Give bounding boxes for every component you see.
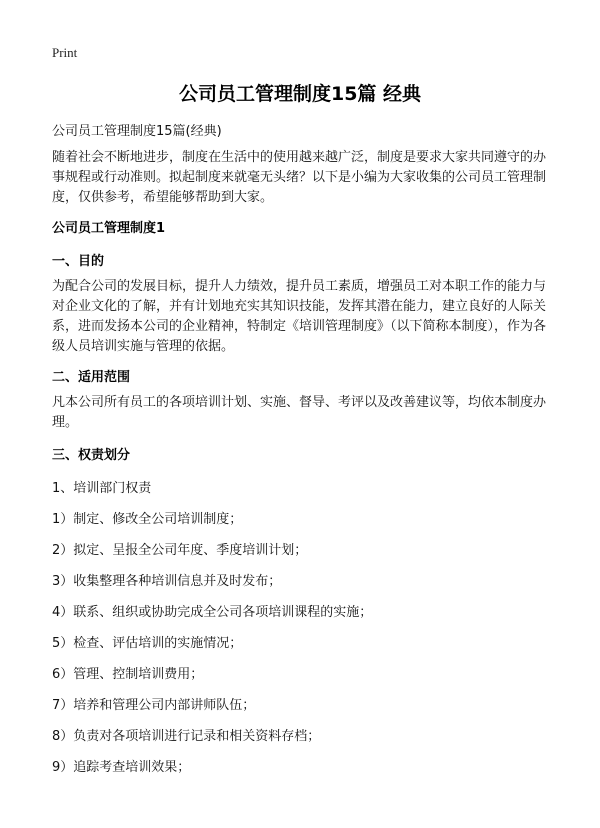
list-item: 1）制定、修改全公司培训制度；: [52, 512, 243, 527]
document-subtitle: 公司员工管理制度15篇(经典): [52, 124, 222, 139]
list-item: 9）追踪考查培训效果；: [52, 760, 191, 775]
print-label: Print: [52, 45, 78, 60]
part1-heading: 一、目的: [52, 254, 105, 269]
intro-paragraph: 随着社会不断地进步，制度在生活中的使用越来越广泛，制度是要求大家共同遵守的办事规程或行动准则。拟起制度来就毫无头绪？以下是小编为大家收集的公司员工管理制度，仅供参考，希望能够帮助到大家。: [52, 150, 547, 205]
list-item: 2）拟定、呈报全公司年度、季度培训计划；: [52, 543, 308, 558]
list-item: 3）收集整理各种培训信息并及时发布；: [52, 574, 282, 589]
list-item: 7）培养和管理公司内部讲师队伍；: [52, 698, 256, 713]
part2-paragraph: 凡本公司所有员工的各项培训计划、实施、督导、考评以及改善建议等，均依本制度办理。: [52, 395, 547, 430]
list-item: 4）联系、组织或协助完成全公司各项培训课程的实施；: [52, 605, 373, 620]
part1-paragraph: 为配合公司的发展目标，提升人力绩效，提升员工素质，增强员工对本职工作的能力与对企业文化的了解，并有计划地充实其知识技能，发挥其潜在能力，建立良好的人际关系，进而发扬本公司的企业精神，特制定《培训管理制度》（以下简称本制度），作为各级人员培训实施与管理的依据。: [52, 279, 547, 354]
part2-heading: 二、适用范围: [52, 370, 131, 385]
list-item: 5）检查、评估培训的实施情况；: [52, 636, 243, 651]
page-title: 公司员工管理制度15篇 经典: [178, 83, 422, 105]
part3-heading: 三、权责划分: [52, 448, 131, 463]
list-item: 6）管理、控制培训费用；: [52, 667, 204, 682]
list-item: 1、培训部门权责: [52, 481, 152, 496]
list-item: 8）负责对各项培训进行记录和相关资料存档；: [52, 729, 321, 744]
section-title: 公司员工管理制度1: [52, 221, 166, 236]
